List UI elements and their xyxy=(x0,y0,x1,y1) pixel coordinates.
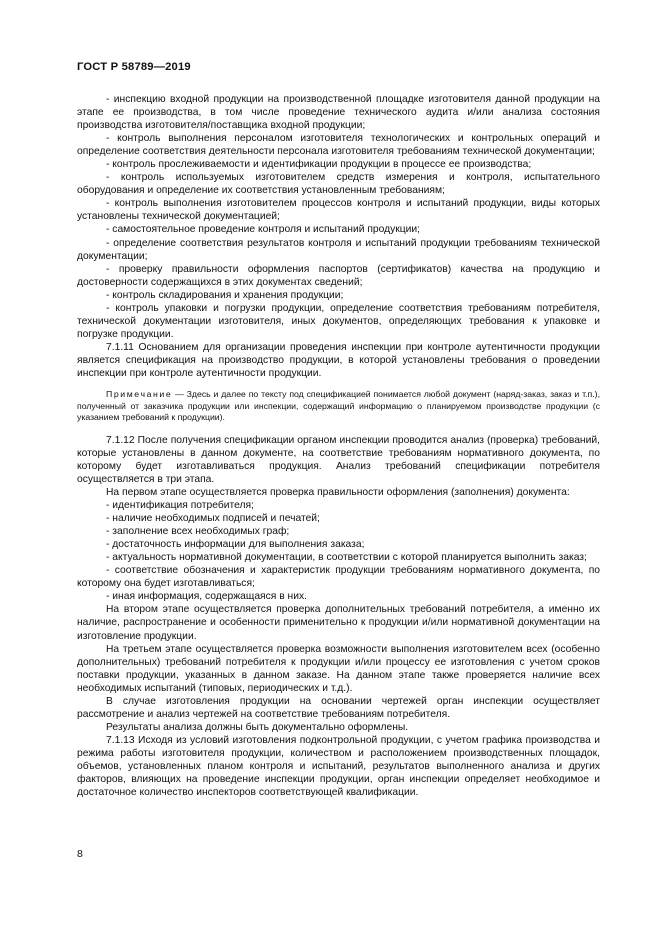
paragraph-first-stage: На первом этапе осуществляется проверка правильности оформления (заполнения) документа: xyxy=(106,487,570,498)
paragraph-traceability: - контроль прослеживаемости и идентификации продукции в процессе ее производства; xyxy=(106,159,532,171)
paragraph-control-processes: - контроль выполнения изготовителем процессов контроля и испытаний продукции, виды которых установлены технической документацией; xyxy=(77,198,600,223)
paragraph-packing-control: - контроль упаковки и погрузки продукции, определение соответствия требованиям потребителя, технической документации изготовителя, иных документов, определяющих требования к упаковке и погрузке продукции. xyxy=(77,302,600,340)
note-label: Примечание xyxy=(106,389,173,400)
paragraph-drawings: В случае изготовления продукции на основании чертежей орган инспекции осуществляет рассмотрение и анализ чертежей на соответствие требованиям потребителя. xyxy=(77,695,600,720)
list-item-signatures: - наличие необходимых подписей и печатей; xyxy=(106,513,320,525)
note-text: — Здесь и далее по тексту под спецификацией понимается любой документ (наряд-заказ, заказ и т.п.), полученный от заказчика продукции или инспекции, содержащий информацию о планируемом производстве продукции (с указанием требований к продукции). xyxy=(77,389,600,423)
note-block xyxy=(77,389,600,424)
paragraph-storage-control: - контроль складирования и хранения продукции; xyxy=(106,289,344,301)
paragraph-7-1-11: 7.1.11 Основанием для организации проведения инспекции при контроле аутентичности продукции является спецификация на производство продукции, в которой установлены требования о проведении инспекции при контроле аутентичности продукции. xyxy=(77,341,600,379)
paragraph-independent-testing: - самостоятельное проведение контроля и испытаний продукции; xyxy=(106,224,421,236)
page-number: 8 xyxy=(77,848,83,860)
paragraph-third-stage: На третьем этапе осуществляется проверка возможности выполнения изготовителем всех (особенно дополнительных) требований потребителя к продукции и/или процессу ее изготовления с учетом сроков поставки продукции, указанных в данном заказе. На данном этапе также проверяется наличие всех необходимых испытаний (типовых, периодических и т.д.). xyxy=(77,643,600,694)
paragraph-results-conformity: - определение соответствия результатов контроля и испытаний продукции требованиям технической документации; xyxy=(77,237,600,262)
paragraph-passport-check: - проверку правильности оформления паспортов (сертификатов) качества на продукцию и достоверности содержащихся в этих документах сведений; xyxy=(77,263,600,288)
paragraph-inspection-input: - инспекцию входной продукции на производственной площадке изготовителя данной продукции на этапе ее производства, в том числе проведение технического аудита и/или анализа состояния производства изготовителя/поставщика входной продукции; xyxy=(77,94,600,132)
list-item-relevance: - актуальность нормативной документации, в соответствии с которой планируется выполнить заказ; xyxy=(106,552,587,564)
list-item-fields: - заполнение всех необходимых граф; xyxy=(106,526,290,538)
list-item-sufficiency: - достаточность информации для выполнения заказа; xyxy=(106,539,365,551)
paragraph-7-1-13: 7.1.13 Исходя из условий изготовления подконтрольной продукции, с учетом графика производства и режима работы изготовителя продукции, количеством и расположением производственных площадок, объемов, установленных планом контроля и испытаний, результатов выполненного анализа и других факторов, влияющих на проведение инспекции продукции, орган инспекции определяет необходимое и достаточное количество инспекторов соответствующей квалификации. xyxy=(77,734,600,799)
paragraph-control-personnel: - контроль выполнения персоналом изготовителя технологических и контрольных операций и определение соответствия деятельности персонала изготовителя требованиям технической документации; xyxy=(77,133,600,158)
paragraph-measuring-equipment: - контроль используемых изготовителем средств измерения и контроля, испытательного оборудования и определение их соответствия установленным требованиям; xyxy=(77,172,600,197)
paragraph-7-1-12: 7.1.12 После получения спецификации органом инспекции проводится анализ (проверка) требований, которые установлены в данном документе, на соответствие требованиям нормативного документа, по которому будет изготавливаться продукция. Анализ требований спецификации потребителя осуществляется в три этапа. xyxy=(77,434,600,485)
list-item-other-info: - иная информация, содержащаяся в них. xyxy=(106,591,307,603)
list-item-designation: - соответствие обозначения и характеристик продукции требованиям нормативного документа, по которому она будет изготавливаться; xyxy=(77,565,600,590)
list-item-customer-id: - идентификация потребителя; xyxy=(106,500,254,512)
paragraph-results-documented: Результаты анализа должны быть документально оформлены. xyxy=(106,721,409,733)
paragraph-second-stage: На втором этапе осуществляется проверка дополнительных требований потребителя, а именно их наличие, распространение и особенности применительно к продукции и/или нормативной документации на изготовление продукции. xyxy=(77,604,600,642)
document-body xyxy=(77,93,600,799)
standard-code-header: ГОСТ Р 58789—2019 xyxy=(77,61,191,73)
